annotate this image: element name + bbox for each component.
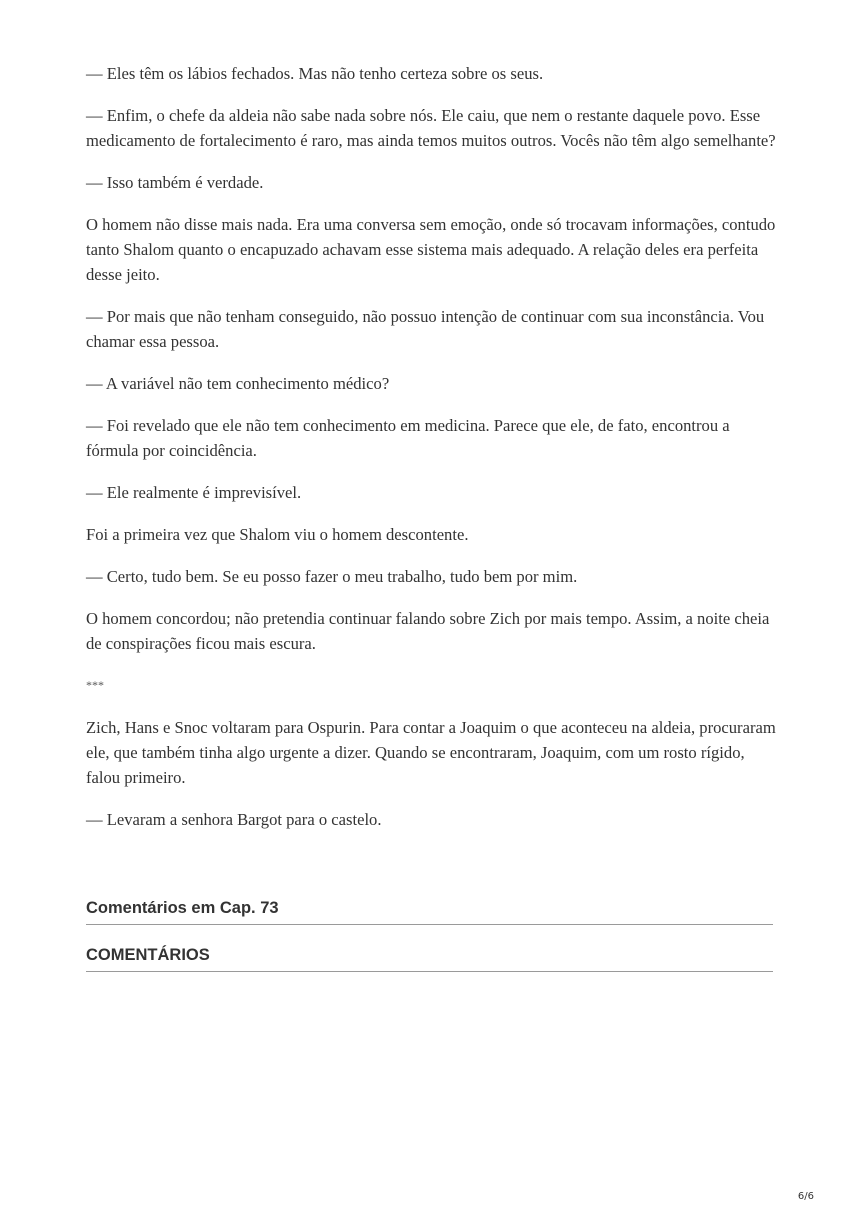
- paragraph: — A variável não tem conhecimento médico?: [86, 374, 390, 393]
- scene-separator: ***: [86, 678, 104, 692]
- paragraph: Foi a primeira vez que Shalom viu o homem descontente.: [86, 525, 469, 544]
- paragraph: O homem não disse mais nada. Era uma conversa sem emoção, onde só trocavam informações, contudo tanto Shalom quanto o encapuzado achavam esse sistema mais adequado. A relação deles era perfeita desse jeito.: [86, 215, 776, 284]
- paragraph: Zich, Hans e Snoc voltaram para Ospurin. Para contar a Joaquim o que aconteceu na aldeia, procuraram ele, que também tinha algo urgente a dizer. Quando se encontraram, Joaquim, com um rosto rígido, falou primeiro.: [86, 718, 776, 787]
- paragraph: — Ele realmente é imprevisível.: [86, 483, 302, 502]
- paragraph: — Foi revelado que ele não tem conhecimento em medicina. Parece que ele, de fato, encontrou a fórmula por coincidência.: [86, 416, 730, 460]
- comments-section-label: COMENTÁRIOS: [86, 945, 773, 972]
- paragraph: O homem concordou; não pretendia continuar falando sobre Zich por mais tempo. Assim, a noite cheia de conspirações ficou mais escura.: [86, 609, 770, 653]
- paragraph: — Por mais que não tenham conseguido, não possuo intenção de continuar com sua inconstância. Vou chamar essa pessoa.: [86, 307, 765, 351]
- paragraph: — Isso também é verdade.: [86, 173, 264, 192]
- paragraph: — Certo, tudo bem. Se eu posso fazer o meu trabalho, tudo bem por mim.: [86, 567, 578, 586]
- paragraph: — Enfim, o chefe da aldeia não sabe nada sobre nós. Ele caiu, que nem o restante daquele povo. Esse medicamento de fortalecimento é raro, mas ainda temos muitos outros. Vocês não têm algo semelhante?: [86, 106, 776, 150]
- paragraph: — Eles têm os lábios fechados. Mas não tenho certeza sobre os seus.: [86, 64, 544, 83]
- paragraph: — Levaram a senhora Bargot para o castelo.: [86, 810, 382, 829]
- chapter-text: [86, 61, 776, 849]
- page-number: 6/6: [797, 1191, 814, 1202]
- comments-heading: Comentários em Cap. 73: [86, 898, 773, 925]
